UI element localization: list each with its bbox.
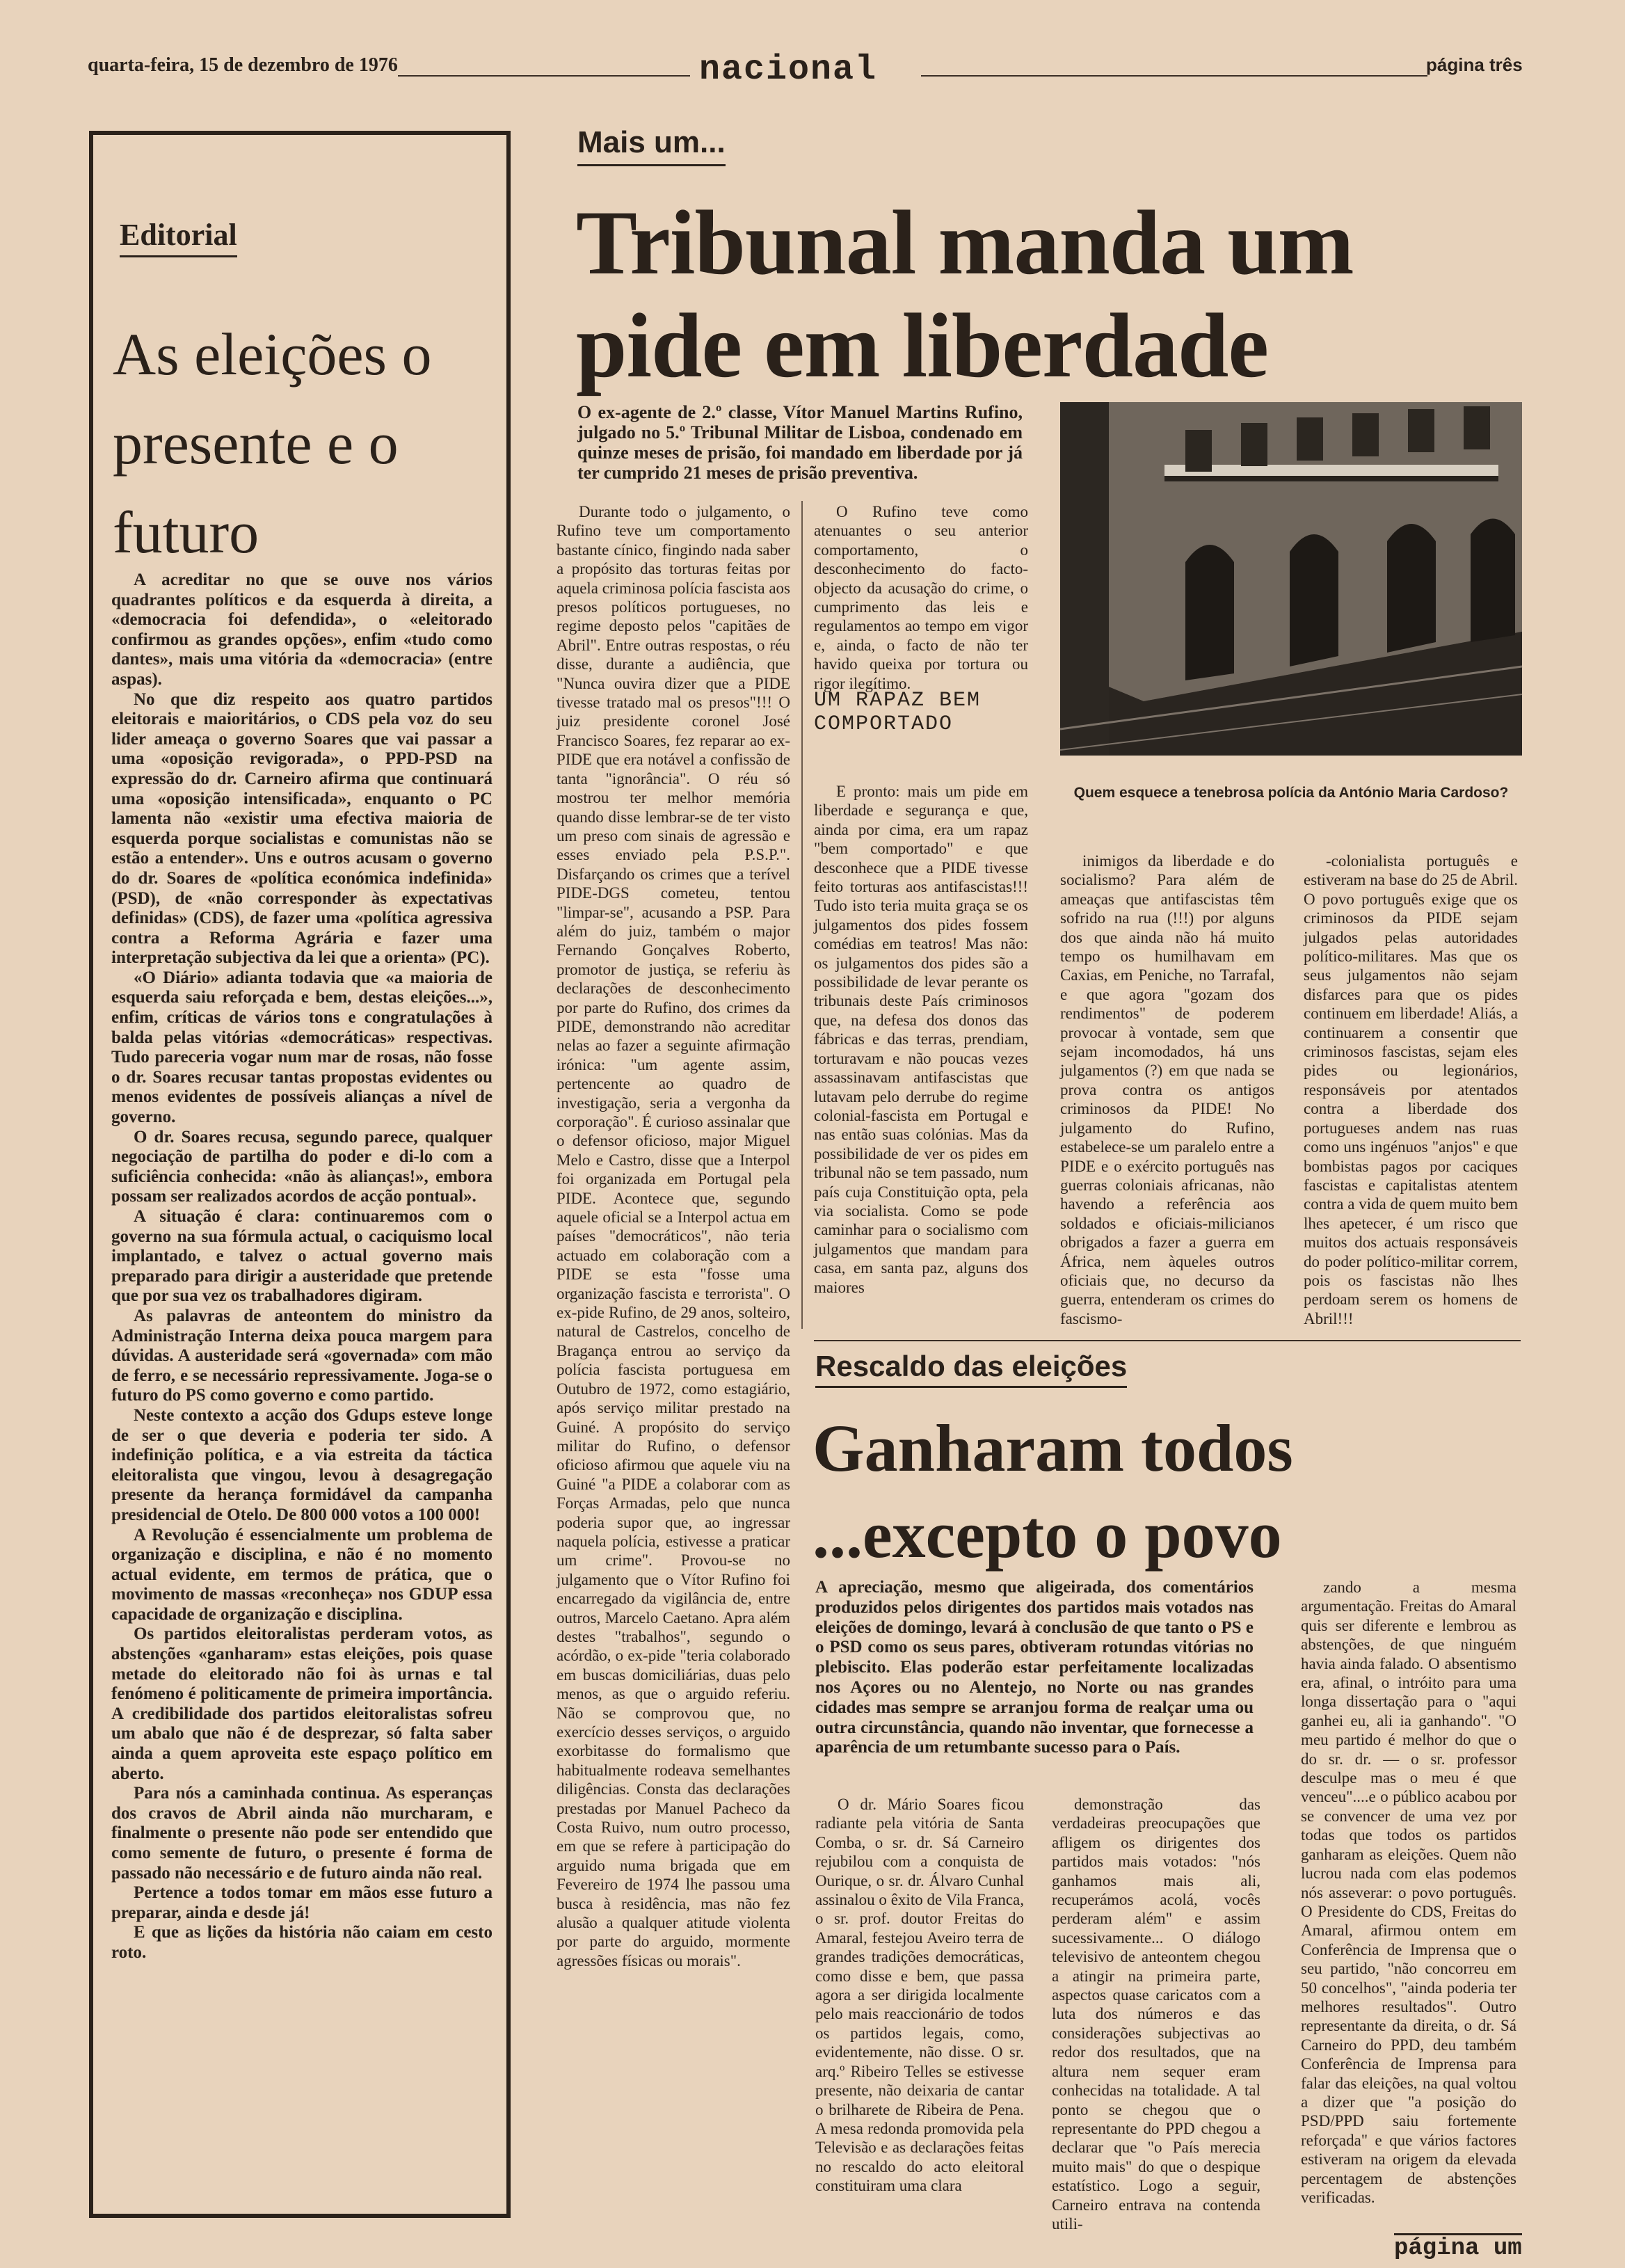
article1-col3-text: inimigos da liberdade e do socialismo? Para além de ameaças que antifascistas têm sofrido na rua (!!!) por alguns dos que ainda não há muito tempo os humilhavam em Caxias, em Peniche, no Tarrafal, e que agora "gozam dos rendimentos" de poderem provocar à vontade, sem que sejam incomodados, há uns julgamentos (?) em que nada se prova contra os antigos criminosos da PIDE! No julgamento do Rufino, estabelece-se um paralelo entre a PIDE e o exército português nas guerras coloniais africanas, não havendo a referência aos soldados e oficiais-milicianos obrigados a fazer a guerra em África, nem àqueles outros oficiais que, no decurso da guerra, entenderam os crimes do fascismo-	[1060, 852, 1274, 1327]
article1-subhead: UM RAPAZ BEM COMPORTADO	[814, 689, 982, 736]
editorial-paragraph: Para nós a caminhada continua. As esperanças dos cravos de Abril ainda não murcharam, e finalmente o presente não pode ser entendido que como semente de futuro, o presente é forma de passado não necessário e de futuro ainda não real.	[111, 1784, 493, 1883]
page-label: página três	[1426, 54, 1523, 75]
article1-column-4	[1304, 852, 1518, 1332]
editorial-paragraph: O dr. Soares recusa, segundo parece, qualquer negociação de partilha do poder e di-lo com a suficiência conhecida: «não às alianças!», embora possam ser realizados acordos de acção pontual».	[111, 1127, 493, 1206]
article1-photo	[1060, 402, 1522, 756]
editorial-paragraph: Os partidos eleitoralistas perderam votos, as abstenções «ganharam» estas eleições, pois quase metade do eleitorado não foi às urnas e tal fenómeno é politicamente de primeira importância. A credibilidade dos partidos eleitoralistas sofreu um abalo que não é de desprezar, só falta saber ainda a quem aproveita este espaço político em aberto.	[111, 1624, 493, 1783]
building-photo	[1060, 402, 1522, 756]
article1-col2a-text: O Rufino teve como atenuantes o seu anterior comportamento, o desconhecimento do facto-objecto da acusação do crime, o cumprimento das leis e regulamentos ao tempo em vigor e, ainda, o facto de não ter havido queixa por tortura ou rigor ilegítimo.	[814, 503, 1028, 692]
article1-lead: O ex-agente de 2.º classe, Vítor Manuel Martins Rufino, julgado no 5.º Tribunal Militar de Lisboa, condenado em quinze meses de prisão, foi mandado em liberdade por já ter cumprido 21 meses de prisão preventiva.	[577, 402, 1023, 483]
article1-kicker: Mais um...	[577, 125, 726, 166]
article2-column-1	[815, 1795, 1024, 2212]
header-rule-left	[398, 75, 690, 77]
editorial-paragraph: A Revolução é essencialmente um problema de organização e disciplina, e não é no momento actual evidente, em termos de prática, que o movimento de massas «reconheça» nos GDUP essa capacidade de organização e disciplina.	[111, 1525, 493, 1624]
article2-lead: A apreciação, mesmo que aligeirada, dos comentários produzidos pelos dirigentes dos partidos mais votados nas eleições de domingo, levará à conclusão de que tanto o PS e o PSD como os seus pares, obtiveram rotundas vitórias no plebiscito. Elas poderão estar perfeitamente localizadas nos Açores ou no Alentejo, no Norte ou nas grandes cidades mas sempre se arranjou forma de realçar uma ou outra circunstância, quando não inventar, que fornecesse a aparência de um retumbante sucesso para o País.	[815, 1578, 1254, 1757]
article2-col3-text: zando a mesma argumentação. Freitas do Amaral quis ser diferente e lembrou as abstenções, de que ninguém havia ainda falado. O absentismo era, afinal, o intróito para uma longa dissertação para o "aqui ganhei eu, ali ia ganhando". "O meu partido é melhor do que o do sr. dr. — o sr. professor desculpe mas o meu é que venceu"....e o público acabou por se convencer de uma vez por todas que todos os partidos ganharam as eleições. Quem não lucrou nada com elas podemos nós asseverar: o povo português. O Presidente do CDS, Freitas do Amaral, afirmou ontem em Conferência de Imprensa que o seu partido, "não concorreu em 50 concelhos", "ainda poderia ter melhores resultados". Outro representante da direita, o dr. Sá Carneiro do PPD, deu também Conferência de Imprensa para falar das eleições, na qual voltou a dizer que "a posição do PSD/PPD saiu fortemente reforçada" e que vários factores estiveram na origem da elevada percentagem de abstenções verificadas.	[1301, 1579, 1516, 2206]
article1-col4-text: -colonialista português e estiveram na base do 25 de Abril. O povo português exige que os criminosos da PIDE sejam julgados pelas autoridades político-militares. Mas que os seus julgamentos não sejam disfarces para que os pides continuem em liberdade! Aliás, a continuarem a consentir que criminosos fascistas, sejam eles pides ou legionários, responsáveis por atentados contra a liberdade dos portugueses andem nas ruas como uns ingénuos "anjos" e que bombistas pagos por caciques fascistas e capitalistas atentem contra a vida de quem muito bem lhes apetecer, é um risco que muitos dos actuais responsáveis do poder político-militar correm, pois os fascistas não lhes perdoam serem os homens de Abril!!!	[1304, 852, 1518, 1327]
article1-column-3	[1060, 852, 1274, 1332]
article2-column-2	[1052, 1795, 1260, 2233]
editorial-body	[111, 570, 493, 2198]
editorial-label: Editorial	[120, 217, 237, 257]
next-page-label: página um	[1394, 2233, 1522, 2262]
editorial-paragraph: A acreditar no que se ouve nos vários quadrantes políticos e da esquerda à direita, a «democracia foi defendida», o «eleitorado confirmou as grandes opções», enfim «tudo como dantes», mais uma vitória da «democracia» (entre aspas).	[111, 570, 493, 689]
section-title: nacional	[699, 50, 878, 90]
editorial-paragraph: E que as lições da história não caiam em cesto roto.	[111, 1923, 493, 1962]
issue-date: quarta-feira, 15 de dezembro de 1976	[88, 54, 398, 76]
article1-column-2a	[814, 502, 1028, 692]
editorial-paragraph: Neste contexto a acção dos Gdups esteve longe de ser o que deveria e poderia ter sido. A indefinição política, e a via estreita da táctica eleitoralista que vingou, levou à desagregação presente da herança formidável da campanha presidencial de Otelo. De 800 000 votos a 100 000!	[111, 1405, 493, 1524]
article2-column-3	[1301, 1578, 1516, 2218]
editorial-paragraph: No que diz respeito aos quatro partidos eleitorais e maioritários, o CDS pela voz do seu lider ameaça o governo Soares que vai passar a uma «oposição revigorada», o PPD-PSD na expressão do dr. Carneiro afirma que continuará uma «oposição intensificada», enquanto o PC lamenta não «existir uma efectiva maioria de esquerda porque socialistas e comunistas não se estão a entender». Uns e outros acusam o governo do dr. Soares de «política económica indefinida» (PSD), de «não corresponder às expectativas definidas» (CDS), de fazer uma «política agressiva contra a Reforma Agrária e fazer uma interpretação subjectiva da lei que a orienta» (PC).	[111, 689, 493, 968]
editorial-paragraph: As palavras de anteontem do ministro da Administração Interna deixa pouca margem para dúvidas. A austeridade será «governada» com mão de ferro, e se necessário repressivamente. Joga-se o futuro do PS como governo e como partido.	[111, 1306, 493, 1405]
article1-col2b-text: E pronto: mais um pide em liberdade e segurança e que, ainda por cima, era um rapaz "bem comportado" e que desconhece que a PIDE tivesse feito torturas aos antifascistas!!! Tudo isto teria muita graça se os julgamentos dos pides fossem comédias em teatros! Mas não: os julgamentos dos pides são a possibilidade de levar perante os tribunais deste País criminosos que, na defesa dos donos das fábricas e das terras, prendiam, torturavam e não poucas vezes assassinavam antifascistas que lutavam pelo derrube do regime colonial-fascista em Portugal e nas então suas colónias. Mas da possibilidade de ver os pides em tribunal não se tem passado, num país cuja Constituição opta, pela via socialista. Como se pode caminhar para o socialismo com julgamentos que mandam para casa, em santa paz, alguns dos maiores	[814, 783, 1028, 1296]
article2-col1-text: O dr. Mário Soares ficou radiante pela vitória de Santa Comba, o sr. dr. Sá Carneiro rejubilou com a conquista de Ourique, o sr. dr. Álvaro Cunhal assinalou o êxito de Vila Franca, o sr. prof. doutor Freitas do Amaral, festejou Aveiro terra de grandes tradições democráticas, como disse e bem, que passa agora a ser dirigida localmente pelo mais reaccionário de todos os partidos legais, como, evidentemente, não disse. O sr. arq.º Ribeiro Telles se estivesse presente, não deixaria de cantar o brilharete de Ribeira de Pena. A mesa redonda promovida pela Televisão e as declarações feitas no rescaldo do acto eleitoral constituiram uma clara	[815, 1796, 1024, 2195]
article2-headline: Ganharam todos ...excepto o povo	[812, 1411, 1293, 1572]
editorial-paragraph: A situação é clara: continuaremos com o governo na sua fórmula actual, o caciquismo local implantado, e talvez o actual governo mais preparado para dirigir a austeridade que pretende que por sua vez os trabalhadores digiram.	[111, 1207, 493, 1306]
column-divider	[801, 501, 803, 1329]
editorial-title: As eleições o presente e o futuro	[113, 321, 432, 566]
article1-column-2b	[814, 782, 1028, 1332]
header-rule-right	[921, 75, 1427, 77]
article1-column-1	[557, 502, 790, 2228]
article-separator	[814, 1340, 1521, 1341]
editorial-paragraph: «O Diário» adianta todavia que «a maioria de esquerda saiu reforçada e bem, destas eleições...», enfim, críticas de vários tons e congratulações à balda pelas vitórias «democráticas» respectivas. Tudo pareceria vogar num mar de rosas, não fosse o dr. Soares recusar tantas propostas evidentes ou menos evidentes de possíveis alianças a nível de governo.	[111, 968, 493, 1127]
photo-caption: Quem esquece a tenebrosa polícia da António Maria Cardoso?	[1073, 785, 1509, 801]
article1-headline: Tribunal manda um pide em liberdade	[576, 191, 1354, 397]
article1-col1-text: Durante todo o julgamento, o Rufino teve um comportamento bastante cínico, fingindo nada saber a propósito das torturas feitas por aquela criminosa polícia fascista aos presos políticos portugueses, no regime deposto pelos "capitães de Abril". Entre outras respostas, o réu disse, durante a audiência, que "Nunca ouvira dizer que a PIDE tivesse tratado mal os presos"!!! O juiz presidente coronel José Francisco Soares, fez reparar ao ex-PIDE que era notável a confissão de tanta "ignorância". O réu só mostrou ter melhor memória quando disse lembrar-se de ter visto um preso com sinais de agressão e esses enviado pela P.S.P.". Disfarçando os crimes que a terível PIDE-DGS cometeu, tentou "limpar-se", acusando a PSP. Para além do juiz, também o major Fernando Gonçalves Roberto, promotor de justiça, se referiu às declarações de desconhecimento por parte do Rufino, dos crimes da PIDE, demonstrando não acreditar nelas ao fazer a seguinte afirmação irónica: "um agente assim, pertencente ao quadro de investigação, seria a vergonha da corporação". É curioso assinalar que o defensor oficioso, major Miguel Melo e Castro, disse que a Interpol foi organizada em Portugal pela PIDE. Acontece que, segundo aquele oficial se a Interpol actua em países "democráticos", não teria actuado em colaboração com a PIDE se esta "fosse uma organização fascista e terrorista". O ex-pide Rufino, de 29 anos, solteiro, natural de Castrelos, concelho de Bragança entrou ao serviço da polícia fascista portuguesa em Outubro de 1972, como estagiário, após serviço militar prestado na Guiné. A propósito do serviço militar do Rufino, o defensor oficioso afirmou que aquele viu na Guiné "a PIDE a colaborar com as Forças Armadas, pelo que nunca poderia supor que, ao ingressar naquela polícia, estivesse a praticar um crime". Provou-se no julgamento que o Vítor Rufino foi encarregado da vigilância de, entre outros, Marcelo Caetano. Apra além destes "trabalhos", segundo o acórdão, o ex-pide "teria colaborado em buscas domiciliárias, duas pelo menos, as que o arguido referiu. Não se comprovou que, no exercício desses serviços, o arguido exorbitasse do formalismo que habitualmente rodeava semelhantes diligências. Consta das declarações prestadas por Manuel Pacheco da Costa Ruivo, num outro processo, em que se refere à participação do arguido numa brigada que em Fevereiro de 1974 lhe passou uma busca à residência, mas não fez alusão a qualquer atitude violenta por parte do arguido, mormente agressões físicas ou morais".	[557, 503, 790, 1970]
article2-col2-text: demonstração das verdadeiras preocupações que afligem os dirigentes dos partidos mais votados: "nós ganhamos mais ali, recuperámos acolá, vocês perderam além" e assim sucessivamente... O diálogo televisivo de anteontem chegou a atingir na primeira parte, aspectos quase caricatos com a luta dos números e das considerações subjectivas ao redor dos resultados, que na altura nem sequer eram conhecidas na totalidade. A tal ponto se chegou que o representante do PPD chegou a declarar que "o País merecia muito mais" do que o despique estatístico. Logo a seguir, Carneiro entrava na contenda utili-	[1052, 1796, 1260, 2233]
article2-kicker: Rescaldo das eleições	[815, 1350, 1127, 1388]
editorial-paragraph: Pertence a todos tomar em mãos esse futuro a preparar, ainda e desde já!	[111, 1883, 493, 1922]
